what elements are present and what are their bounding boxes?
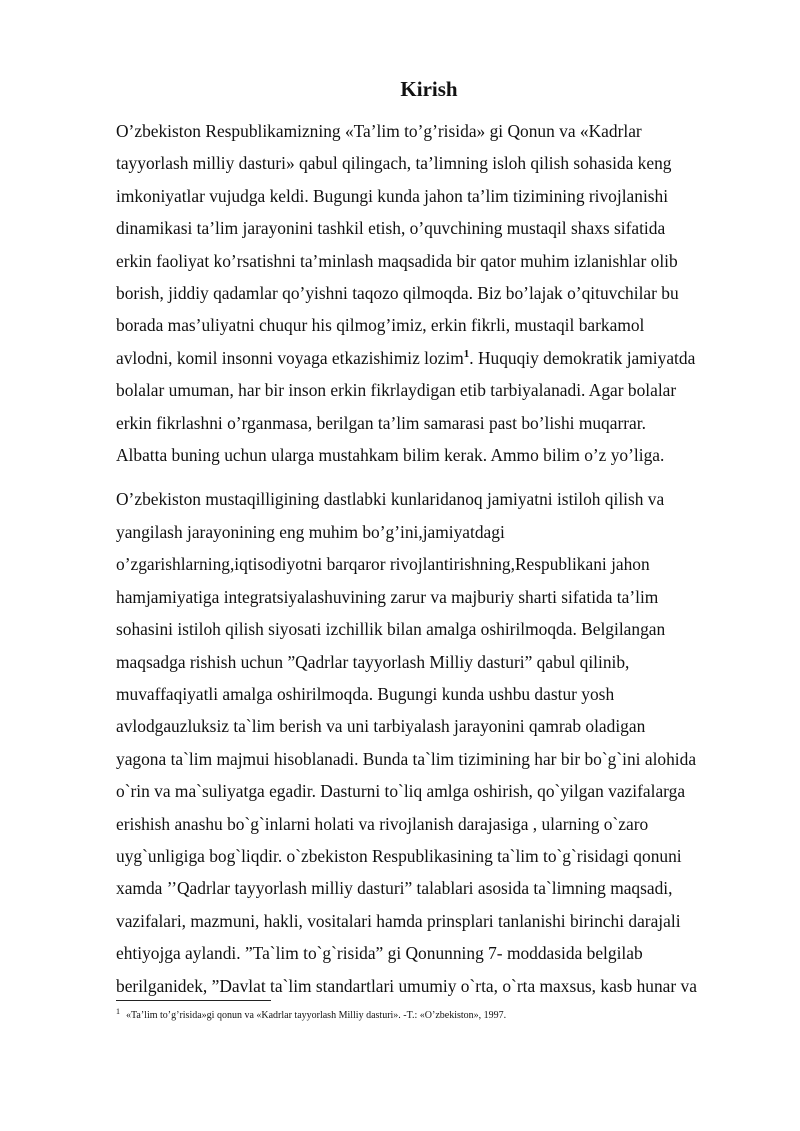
text-line: O’zbekiston Respublikamizning «Ta’lim to’g’risida» gi Qonun va «Kadrlar <box>116 121 642 141</box>
text-line: O’zbekiston mustaqilligining dastlabki kunlaridanoq jamiyatni istiloh qilish va <box>116 489 665 510</box>
text-line: Albatta buning uchun ularga mustahkam bilim kerak. Ammo bilim o’z yo’liga. <box>116 445 665 466</box>
text-line: yagona ta`lim majmui hisoblanadi. Bunda ta`lim tizimining har bir bo`g`ini alohida <box>116 748 697 769</box>
footnote-separator <box>116 1000 271 1001</box>
text-line: erishish anashu bo`g`inlarni holati va rivojlanish darajasiga , ularning o`zaro <box>116 813 649 834</box>
text-line: ehtiyojga aylandi. ”Ta`lim to`g`risida” gi Qonunning 7- moddasida belgilab <box>116 943 643 964</box>
paragraph-2 <box>116 483 746 1002</box>
text-line: vazifalari, mazmuni, hakli, vositalari hamda prinsplari tanlanishi birinchi darajali <box>116 910 681 931</box>
document-body <box>116 115 746 1002</box>
text-line: uyg`unligiga bog`liqdir. o`zbekiston Respublikasining ta`lim to`g`risidagi qonuni <box>116 845 682 866</box>
text-line: muvaffaqiyatli amalga oshirilmoqda. Bugungi kunda ushbu dastur yosh <box>116 683 615 704</box>
text-line: o`rin va ma`suliyatga egadir. Dasturni to`liq amlga oshirish, qo`yilgan vazifalarga <box>116 781 686 802</box>
footnote-text: «Ta’lim to’g’risida»gi qonun va «Kadrlar tayyorlash Milliy dasturi». -T.: «O’zbekiston», 1997. <box>126 1010 507 1021</box>
text-line: erkin fikrlashni o’rganmasa, berilgan ta’lim samarasi past bo’lishi muqarrar. <box>116 412 646 433</box>
text-line-with-footnote <box>116 342 746 374</box>
document-title: Kirish <box>400 77 458 101</box>
footnote-reference[interactable]: 1 <box>463 348 470 361</box>
text-line: xamda ’’Qadrlar tayyorlash milliy dasturi” talablari asosida ta`limning maqsadi, <box>116 878 673 899</box>
text-line: maqsadga rishish uchun ”Qadrlar tayyorlash Milliy dasturi” qabul qilinib, <box>116 651 630 672</box>
text-line: sohasini istiloh qilish siyosati izchillik bilan amalga oshirilmoqda. Belgilangan <box>116 619 666 640</box>
footnote-number: 1 <box>116 1006 120 1016</box>
text-line: dinamikasi ta’lim jarayonini tashkil etish, o’quvchining mustaqil shaxs sifatida <box>116 218 666 239</box>
text-line: o’zgarishlarning,iqtisodiyotni barqaror rivojlantirishning,Respublikani jahon <box>116 554 650 575</box>
text-line: hamjamiyatiga integratsiyalashuvining zarur va majburiy sharti sifatida ta’lim <box>116 586 659 607</box>
text-line: berilganidek, ”Davlat ta`lim standartlari umumiy o`rta, o`rta maxsus, kasb hunar va <box>116 975 697 996</box>
text-line: bolalar umuman, har bir inson erkin fikrlaydigan etib tarbiyalanadi. Agar bolalar <box>116 380 677 401</box>
text-line: erkin faoliyat ko’rsatishni ta’minlash maqsadida bir qator muhim izlanishlar olib <box>116 250 678 271</box>
paragraph-1 <box>116 115 746 471</box>
text-line: imkoniyatlar vujudga keldi. Bugungi kunda jahon ta’lim tizimining rivojlanishi <box>116 185 669 206</box>
text-line: yangilash jarayonining eng muhim bo’g’ini,jamiyatdagi <box>116 521 505 542</box>
text-line: tayyorlash milliy dasturi» qabul qilingach, ta’limning isloh qilish sohasida keng <box>116 153 672 174</box>
text-segment: avlodni, komil insonni voyaga etkazishimiz lozim <box>116 347 464 368</box>
text-line: borish, jiddiy qadamlar qo’yishni taqozo qilmoqda. Biz bo’lajak o’qituvchilar bu <box>116 283 679 304</box>
text-segment: . Huquqiy demokratik jamiyatda <box>469 347 696 368</box>
footnote <box>116 1006 507 1023</box>
text-line: borada mas’uliyatni chuqur his qilmog’imiz, erkin fikrli, mustaqil barkamol <box>116 315 645 336</box>
text-line: avlodgauzluksiz ta`lim berish va uni tarbiyalash jarayonini qamrab oladigan <box>116 716 646 737</box>
